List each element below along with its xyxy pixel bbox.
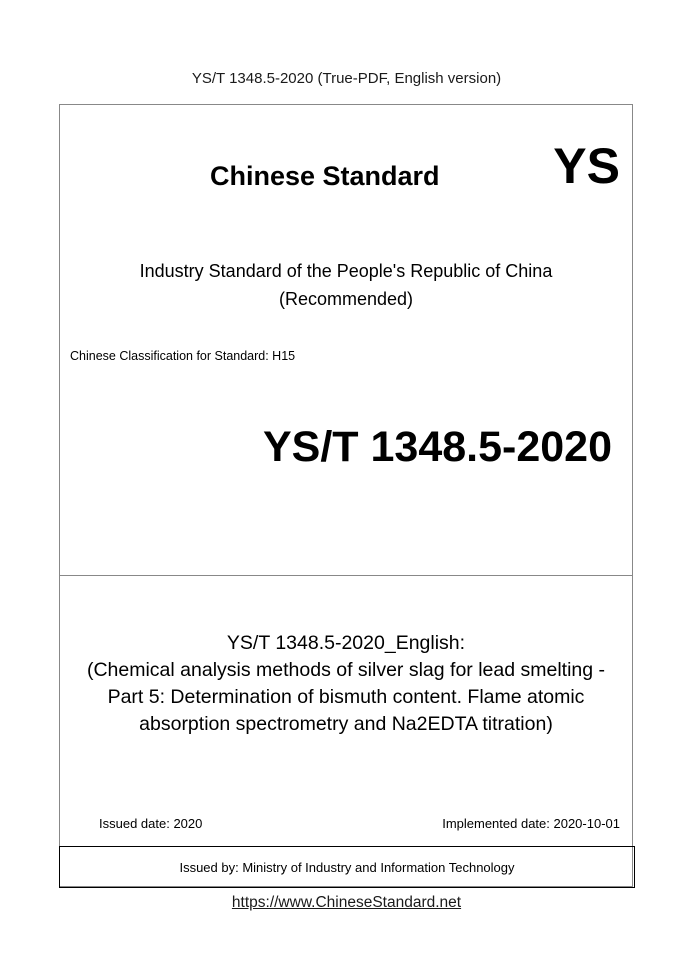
recommended-line: (Recommended) <box>278 289 414 309</box>
english-title-line: Part 5: Determination of bismuth content. Flame atomic <box>107 686 585 708</box>
issuer-text: Issued by: Ministry of Industry and Information Technology <box>179 859 515 875</box>
issuer-box <box>59 846 635 888</box>
english-title-block <box>60 630 632 738</box>
implemented-date: Implemented date: 2020-10-01 <box>442 816 620 831</box>
ys-mark: YS <box>553 138 620 194</box>
industry-standard-line: Industry Standard of the People's Republic of China <box>139 261 553 281</box>
document-header: YS/T 1348.5-2020 (True-PDF, English version) <box>191 70 502 87</box>
classification-text: Chinese Classification for Standard: H15 <box>70 349 296 363</box>
cover-frame <box>59 104 633 887</box>
website-link[interactable]: https://www.ChineseStandard.net <box>231 894 462 911</box>
standard-number: YS/T 1348.5-2020 <box>262 423 612 471</box>
chinese-standard-title: Chinese Standard <box>210 161 440 191</box>
issued-date: Issued date: 2020 <box>99 816 203 831</box>
section-divider <box>60 575 632 576</box>
english-title-line: absorption spectrometry and Na2EDTA titration) <box>139 713 553 735</box>
english-title-line: (Chemical analysis methods of silver slag for lead smelting - <box>86 659 606 681</box>
english-title-line: YS/T 1348.5-2020_English: <box>226 632 466 654</box>
